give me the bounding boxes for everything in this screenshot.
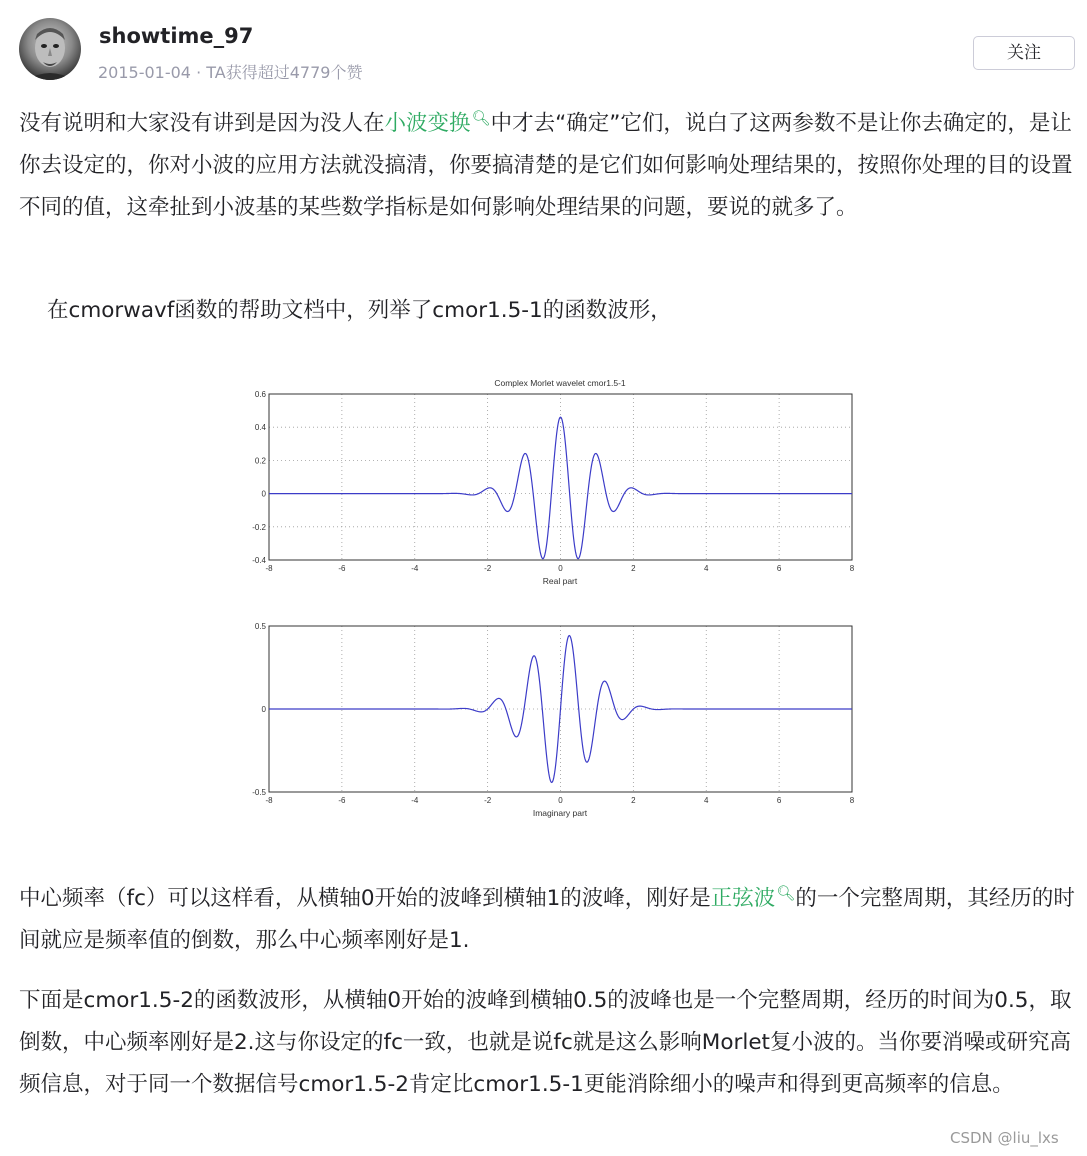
- chart-1-x-axis-label: Real part: [542, 576, 578, 586]
- chart-2-x-tick-labels: [265, 796, 854, 805]
- x-tick-label: -6: [338, 796, 346, 805]
- chart-1-title: Complex Morlet wavelet cmor1.5-1: [494, 378, 626, 388]
- paragraph-3-text-b: 的一个完整周期，其经历的时间就应是频率值的倒数，那么中心频率刚好是1.: [19, 886, 1075, 953]
- x-tick-label: -6: [338, 564, 346, 573]
- chart-1-grid: [269, 394, 852, 560]
- x-tick-label: 8: [849, 564, 855, 573]
- x-tick-label: 6: [776, 564, 782, 573]
- x-tick-label: 2: [631, 564, 636, 573]
- x-tick-label: -2: [484, 796, 492, 805]
- chart-2-x-axis-label: Imaginary part: [532, 808, 588, 818]
- y-tick-label: -0.2: [252, 522, 266, 532]
- x-tick-label: -4: [411, 564, 419, 573]
- y-tick-label: 0.6: [254, 390, 266, 399]
- y-tick-label: 0.5: [254, 622, 266, 631]
- x-tick-label: 0: [558, 564, 563, 573]
- x-tick-label: 0: [558, 796, 563, 805]
- y-tick-label: 0.4: [254, 423, 266, 433]
- x-tick-label: -2: [484, 564, 492, 573]
- watermark: CSDN @liu_lxs: [950, 1129, 1059, 1147]
- chart-1-x-tick-labels: [265, 564, 854, 573]
- paragraph-2: 在cmorwavf函数的帮助文档中，列举了cmor1.5-1的函数波形，: [47, 298, 672, 323]
- keyword-link-sine-wave[interactable]: [711, 886, 796, 911]
- x-tick-label: -8: [265, 564, 273, 573]
- chart-2-imaginary-part-curve: [269, 636, 852, 783]
- keyword-link-text: 小波变换: [384, 111, 471, 136]
- paragraph-3: [19, 872, 1077, 962]
- y-tick-label: -0.5: [252, 788, 266, 797]
- x-tick-label: 4: [704, 564, 709, 573]
- chart-2-y-tick-labels: [252, 622, 266, 797]
- chart-1-y-tick-labels: [252, 390, 266, 565]
- search-icon: 🔍︎: [471, 109, 491, 127]
- y-tick-label: -0.4: [252, 556, 266, 565]
- search-icon: 🔍︎: [776, 884, 796, 902]
- post-meta: 2015-01-04 · TA获得超过4779个赞: [98, 63, 363, 82]
- y-tick-label: 0: [261, 705, 266, 714]
- x-tick-label: 2: [631, 796, 636, 805]
- x-tick-label: 8: [849, 796, 855, 805]
- follow-button[interactable]: 关注: [973, 36, 1075, 70]
- y-tick-label: 0: [261, 489, 266, 499]
- y-tick-label: 0.2: [254, 456, 266, 466]
- x-tick-label: -4: [411, 796, 419, 805]
- username[interactable]: showtime_97: [99, 24, 254, 48]
- x-tick-label: 4: [704, 796, 709, 805]
- keyword-link-text: 正弦波: [710, 886, 776, 911]
- x-tick-label: 6: [776, 796, 782, 805]
- paragraph-3-text-a: 中心频率（fc）可以这样看，从横轴0开始的波峰到横轴1的波峰，刚好是: [19, 886, 711, 911]
- x-tick-label: -8: [265, 796, 273, 805]
- paragraph-1-text-b: 中才去“确定”它们，说白了这两参数不是让你去确定的，是让你去设定的，你对小波的应用方法就没搞清，你要搞清楚的是它们如何影响处理结果的，按照你处理的目的设置不同的值，这牵扯到小波基的某些数学指标是如何影响处理结果的问题，要说的就多了。: [19, 111, 1073, 220]
- paragraph-4: 下面是cmor1.5-2的函数波形，从横轴0开始的波峰到横轴0.5的波峰也是一个完整周期，经历的时间为0.5，取倒数，中心频率刚好是2.这与你设定的fc一致，也就是说fc就是这么影响Morlet复小波的。当你要消噪或研究高频信息，对于同一个数据信号cmor1.5-2肯定比cmor1.5-1更能消除细小的噪声和得到更高频率的信息。: [19, 988, 1072, 1097]
- paragraph-1-text-a: 没有说明和大家没有讲到是因为没人在: [19, 111, 385, 136]
